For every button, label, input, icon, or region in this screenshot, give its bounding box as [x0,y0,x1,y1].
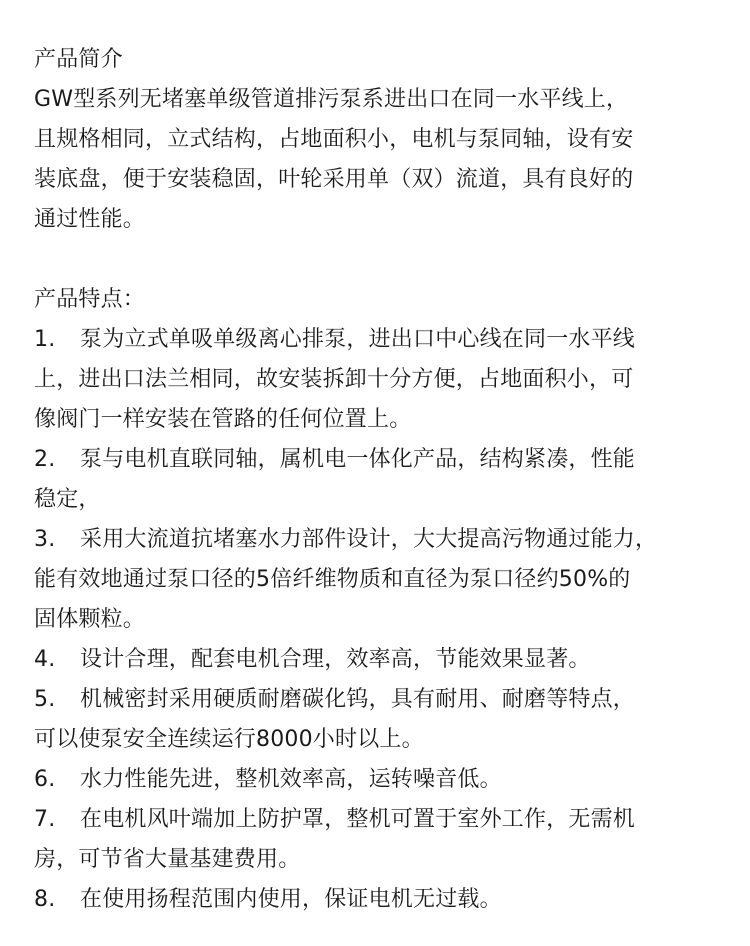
feature-text: 设计合理，配套电机合理，效率高，节能效果显著。 [80,647,591,672]
feature-number: 7. [34,807,56,832]
feature-text-continued: 像阀门一样安装在管路的任何位置上。 [34,407,412,432]
feature-text: 水力性能先进，整机效率高，运转噪音低。 [80,767,502,792]
feature-item [34,760,734,800]
intro-heading: 产品简介 [34,47,123,72]
feature-item [34,520,734,640]
feature-text-continued: 房，可节省大量基建费用。 [34,847,301,872]
feature-number: 3. [34,527,56,552]
intro-line: 通过性能。 [34,207,146,232]
feature-text: 泵为立式单吸单级离心排泵，进出口中心线在同一水平线 [80,327,636,352]
feature-item [34,440,734,520]
feature-text: 机械密封采用硬质耐磨碳化钨，具有耐用、耐磨等特点， [80,687,636,712]
feature-text: 在电机风叶端加上防护罩，整机可置于室外工作，无需机 [80,807,636,832]
feature-text-continued: 能有效地通过泵口径的5倍纤维物质和直径为泵口径约50%的 [34,567,631,592]
feature-text-continued: 稳定， [34,487,101,512]
feature-text: 采用大流道抗堵塞水力部件设计，大大提高污物通过能力， [80,527,658,552]
document-body [34,40,734,920]
feature-text-continued: 固体颗粒。 [34,607,146,632]
intro-line: 且规格相同，立式结构，占地面积小，电机与泵同轴，设有安 [34,127,634,152]
feature-item [34,320,734,440]
feature-text: 在使用扬程范围内使用，保证电机无过载。 [80,887,502,912]
feature-number: 1. [34,327,56,352]
feature-item [34,680,734,760]
feature-item [34,800,734,880]
feature-text: 泵与电机直联同轴，属机电一体化产品，结构紧凑，性能 [80,447,636,472]
feature-number: 8. [34,887,56,912]
intro-line: 装底盘，便于安装稳固，叶轮采用单（双）流道，具有良好的 [34,167,634,192]
feature-number: 2. [34,447,56,472]
feature-text-continued: 上，进出口法兰相同，故安装拆卸十分方便，占地面积小，可 [34,367,634,392]
paragraph-spacer [34,240,734,280]
features-heading: 产品特点： [34,287,146,312]
feature-item [34,880,734,920]
feature-item [34,640,734,680]
feature-number: 5. [34,687,56,712]
feature-number: 6. [34,767,56,792]
feature-number: 4. [34,647,56,672]
feature-text-continued: 可以使泵安全连续运行8000小时以上。 [34,727,424,752]
intro-line: GW型系列无堵塞单级管道排污泵系进出口在同一水平线上， [34,87,629,112]
